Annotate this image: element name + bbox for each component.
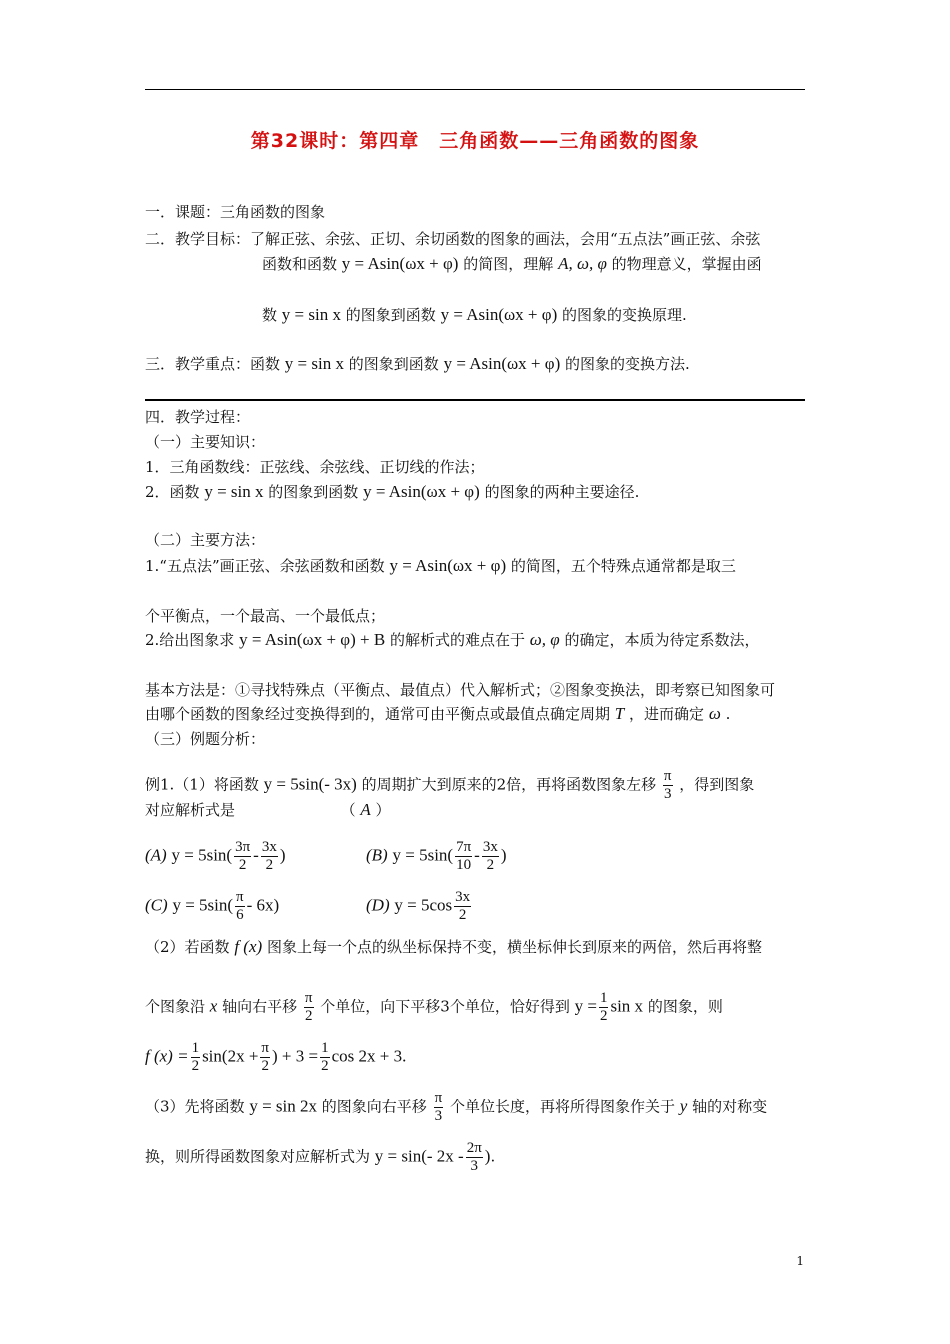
fraction-half: $\frac{1}{2}$ xyxy=(321,1040,329,1074)
part2-method4: 由哪个函数的图象经过变换得到的，通常可由平衡点或最值点确定周期 T ，进而确定 ω . xyxy=(145,704,731,723)
sec3-focus: 三．教学重点：函数 y = sin x 的图象到函数 y = Asin(ωx + φ) 的图象的变换方法. xyxy=(145,354,690,373)
formula-omega-phi: ω, φ xyxy=(529,630,560,649)
sec1-topic: 一．课题：三角函数的图象 xyxy=(145,203,326,221)
option-d: (D) y = 5cos $\frac{3x}{2}$ xyxy=(366,889,471,923)
symbol-period-t: T xyxy=(614,704,625,723)
part1-item2: 2．函数 y = sin x 的图象到函数 y = Asin(ωx + φ) 的图象的两种主要途径. xyxy=(145,482,640,501)
fraction-half: $\frac{1}{2}$ xyxy=(191,1040,200,1074)
fraction-pi-over-3: $\frac{\pi}{3}$ xyxy=(434,1090,443,1124)
formula-q3: y = sin 2x xyxy=(249,1096,318,1116)
fraction: $\frac{3x}{2}$ xyxy=(482,839,498,873)
example1-q3: （3）先将函数 y = sin 2x 的图象向右平移 $\frac{\pi}{3}$ 个单位长度，再将所得图象作关于 y 轴的对称变 xyxy=(145,1090,768,1124)
sec2-goals-line2: 函数和函数 y = Asin(ωx + φ) 的简图，理解 A, ω, φ 的物理意义，掌握由函 xyxy=(262,254,762,273)
page-title: 第32课时：第四章 三角函数——三角函数的图象 xyxy=(250,130,700,152)
fraction: $\frac{3\pi}{2}$ xyxy=(235,839,251,873)
formula-main: y = Asin(ωx + φ) xyxy=(389,556,507,575)
sec2-goals-line1: 二．教学目标：了解正弦、余弦、正切、余切函数的图象的画法，会用“五点法”画正弦、余弦 xyxy=(145,230,761,248)
part2-method1: 1.“五点法”画正弦、余弦函数和函数 y = Asin(ωx + φ) 的简图，五个特殊点通常都是取三 xyxy=(145,556,736,575)
part2-method2: 2.给出图象求 y = Asin(ωx + φ) + B 的解析式的难点在于 ω, φ 的确定，本质为待定系数法， xyxy=(145,630,760,649)
example1-q3-cont: 换，则所得函数图象对应解析式为 y = sin(- 2x - $\frac{2\pi}{3}$ ). xyxy=(145,1140,496,1174)
top-rule xyxy=(145,89,805,90)
answer-choice: A xyxy=(360,800,371,819)
fraction-pi-over-3: $\frac{\pi}{3}$ xyxy=(663,768,672,802)
fraction: $\frac{7\pi}{10}$ xyxy=(456,839,472,873)
formula-params: A, ω, φ xyxy=(558,254,607,273)
option-a: (A) y = 5sin( $\frac{3\pi}{2}$ - $\frac{3x}{2}$ ) xyxy=(145,839,286,873)
fraction: $\frac{3x}{2}$ xyxy=(261,839,277,873)
option-c: (C) y = 5sin( $\frac{\pi}{6}$ - 6x) xyxy=(145,889,280,923)
fraction-pi-over-2: $\frac{\pi}{2}$ xyxy=(261,1040,269,1074)
formula-fx: f (x) xyxy=(234,937,263,956)
section-rule xyxy=(145,399,805,401)
formula-sin: y = sin x xyxy=(281,305,341,324)
formula-sin: y = sin x xyxy=(284,354,344,373)
formula-main: y = Asin(ωx + φ) xyxy=(440,305,558,324)
fraction-pi-over-2: $\frac{\pi}{2}$ xyxy=(304,990,313,1024)
part2-method1-cont: 个平衡点，一个最高、一个最低点； xyxy=(145,607,386,625)
fraction-2pi-over-3: $\frac{2\pi}{3}$ xyxy=(466,1140,482,1174)
fraction-half: $\frac{1}{2}$ xyxy=(599,990,608,1024)
sec2-goals-line3: 数 y = sin x 的图象到函数 y = Asin(ωx + φ) 的图象的变换原理. xyxy=(262,305,687,324)
example1-q2: （2）若函数 f (x) 图象上每一个点的纵坐标保持不变，横坐标伸长到原来的两倍，然后再将整 xyxy=(145,937,762,956)
part3-heading: （三）例题分析： xyxy=(145,730,266,748)
formula-e1: y = 5sin(- 3x) xyxy=(263,774,357,794)
formula-main: y = Asin(ωx + φ) xyxy=(443,354,561,373)
example1-q2-answer: f (x) = $\frac{1}{2}$ sin(2x + $\frac{\pi}{2}$ ) + 3 = $\frac{1}{2}$ cos 2x + 3. xyxy=(145,1040,407,1074)
example1-q2-cont: 个图象沿 x 轴向右平移 $\frac{\pi}{2}$ 个单位，向下平移3个单位，恰好得到 y = $\frac{1}{2}$ sin x 的图象，则 xyxy=(145,990,723,1024)
fraction: $\frac{3x}{2}$ xyxy=(455,889,471,923)
fraction: $\frac{\pi}{6}$ xyxy=(236,889,244,923)
part1-heading: （一）主要知识： xyxy=(145,433,266,451)
option-b: (B) y = 5sin( $\frac{7\pi}{10}$ - $\frac{3x}{2}$ ) xyxy=(366,839,507,873)
formula-sin: y = sin x xyxy=(204,482,264,501)
formula-main-b: y = Asin(ωx + φ) + B xyxy=(239,630,386,649)
formula-main: y = Asin(ωx + φ) xyxy=(341,254,459,273)
part2-method3: 基本方法是：①寻找特殊点（平衡点、最值点）代入解析式；②图象变换法，即考察已知图象可 xyxy=(145,681,776,699)
sec4-process: 四．教学过程： xyxy=(145,408,251,426)
page-number: 1 xyxy=(796,1254,804,1268)
part1-item1: 1．三角函数线：正弦线、余弦线、正切线的作法； xyxy=(145,458,485,476)
example1-q1: 例1.（1）将函数 y = 5sin(- 3x) 的周期扩大到原来的2倍，再将函数图象左移 $\frac{\pi}{3}$ ，得到图象 xyxy=(145,768,755,802)
symbol-omega: ω xyxy=(708,704,721,723)
formula-main: y = Asin(ωx + φ) xyxy=(363,482,480,501)
part2-heading: （二）主要方法： xyxy=(145,531,266,549)
example1-q1-cont: 对应解析式是 （ A ） xyxy=(145,800,391,819)
